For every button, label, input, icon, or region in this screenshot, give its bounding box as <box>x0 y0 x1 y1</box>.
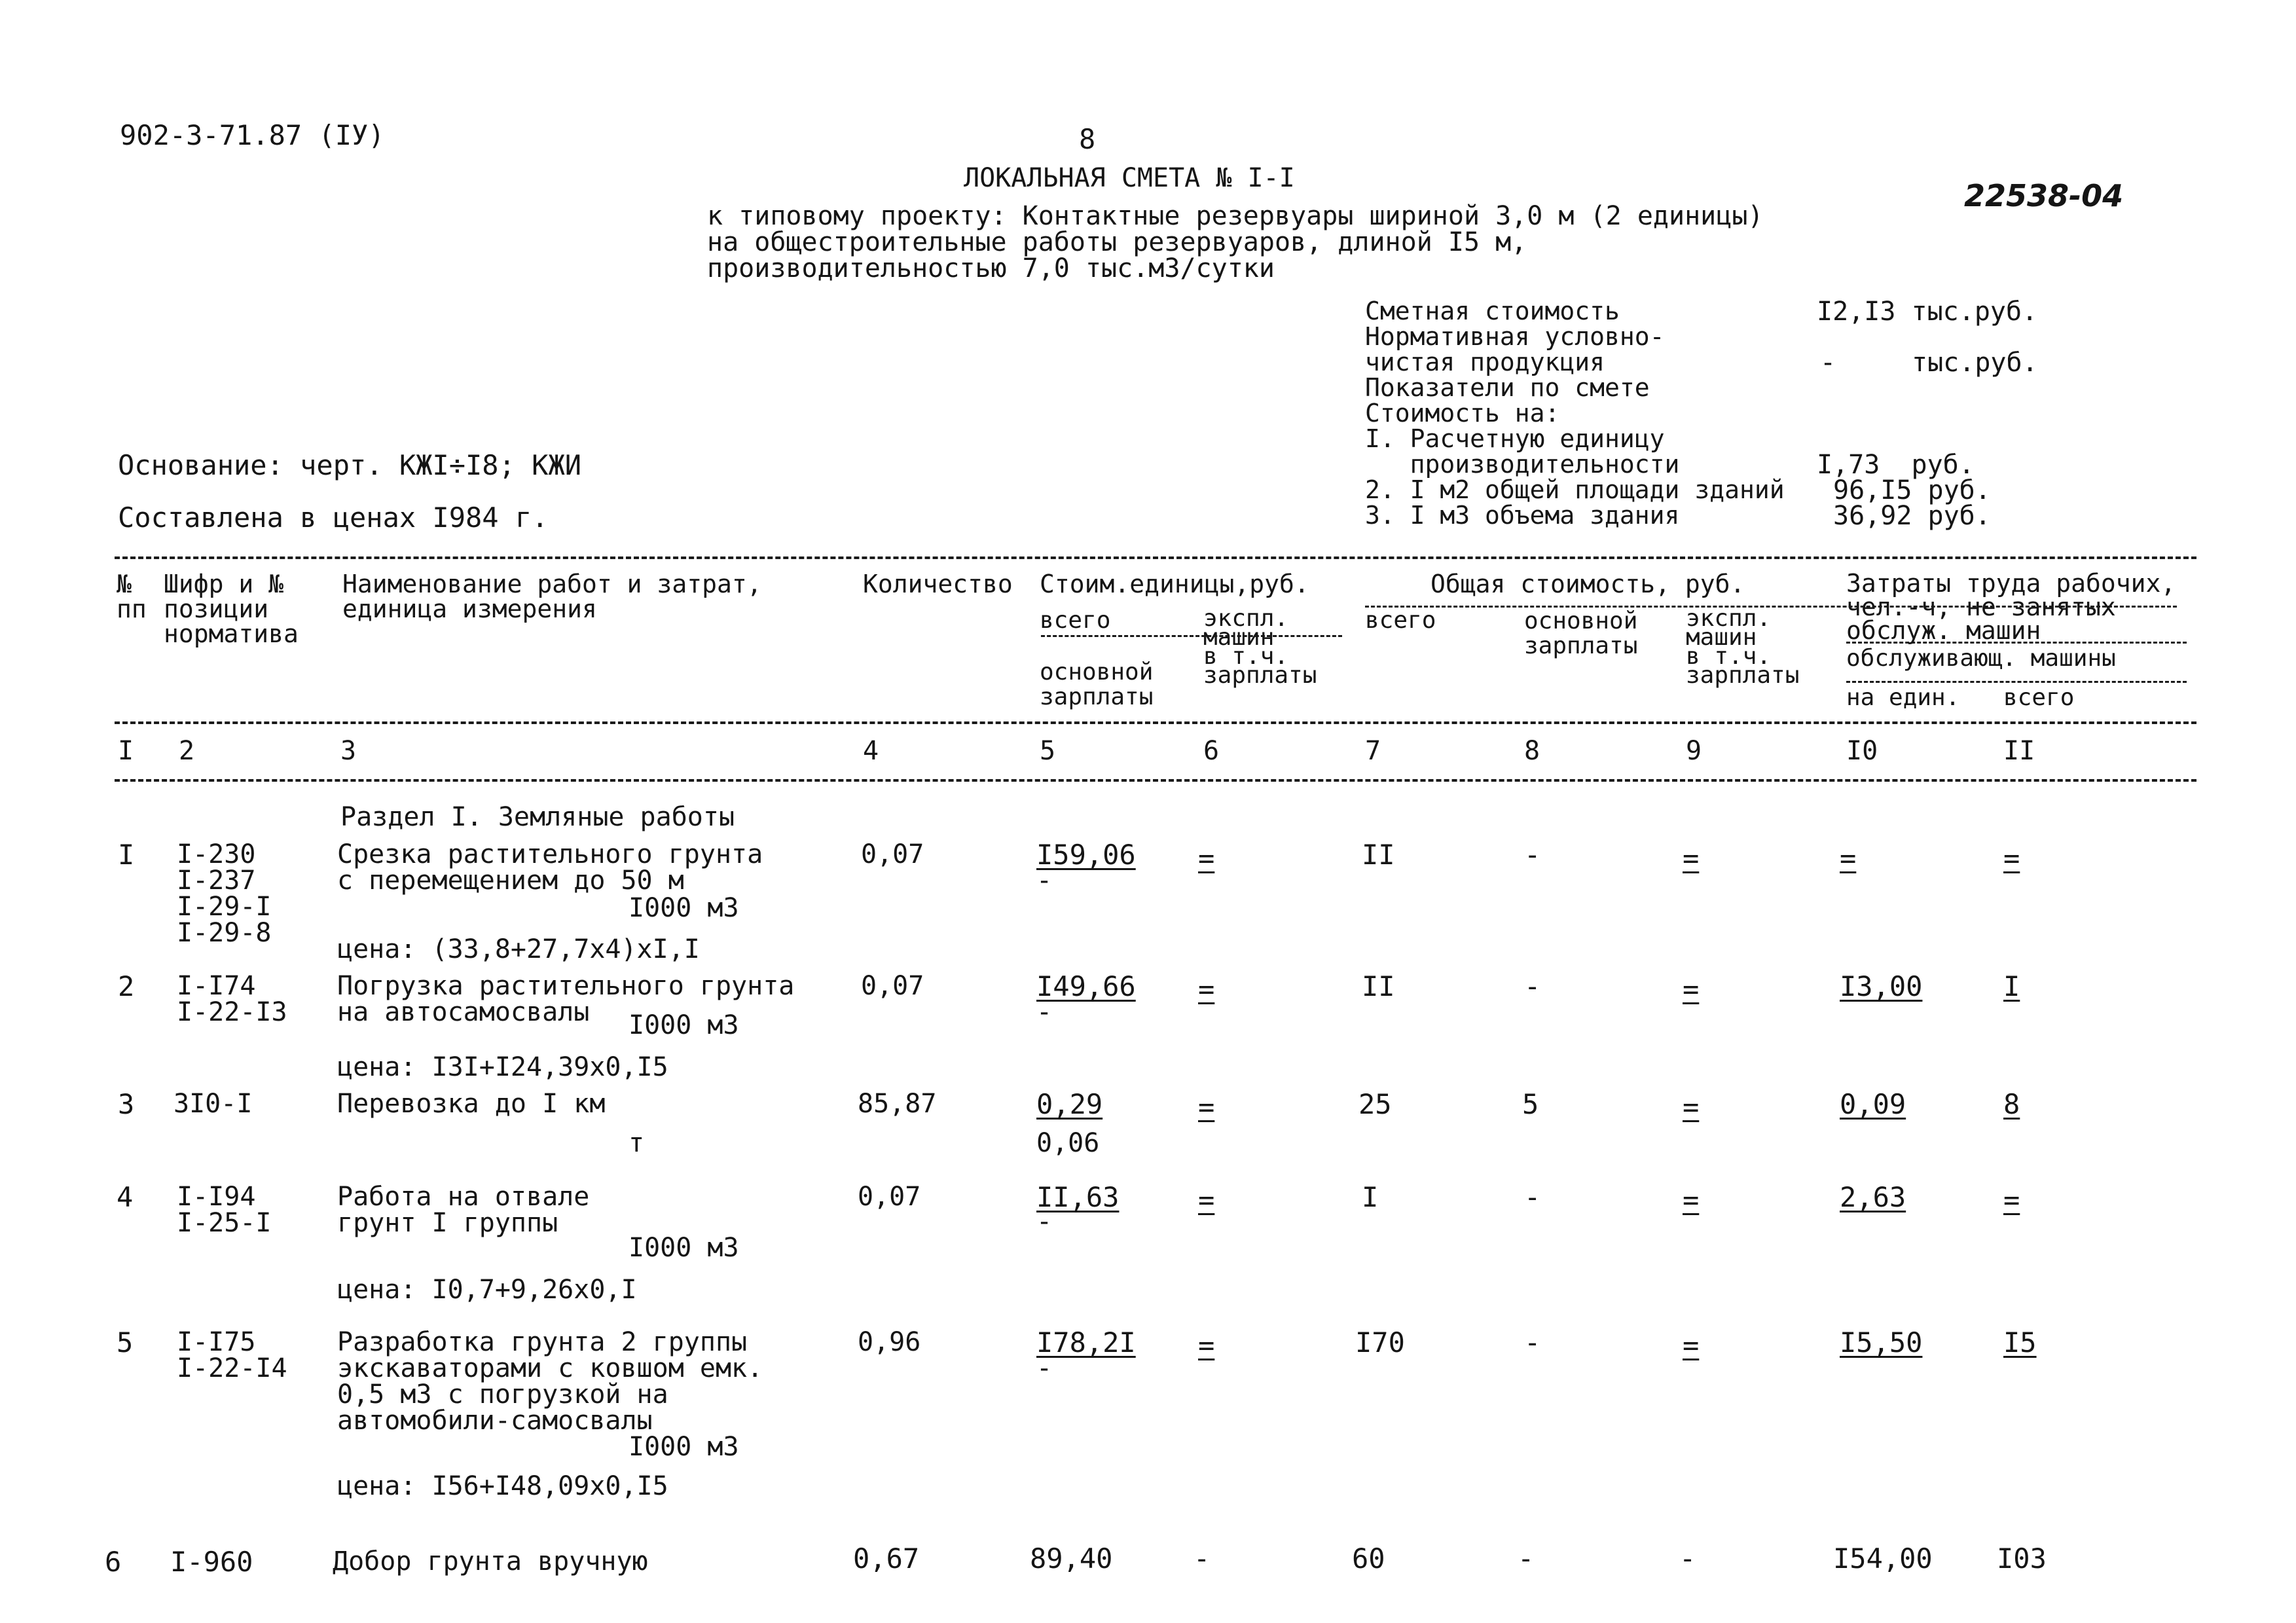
row-total: 60 <box>1352 1542 1385 1575</box>
row-number: 5 <box>117 1326 134 1359</box>
row-unit: I000 м3 <box>629 1233 739 1263</box>
row-unit-mach: = <box>1198 1184 1215 1216</box>
row-qty: 0,96 <box>858 1327 921 1357</box>
row-labor-total: 8 <box>2003 1088 2020 1120</box>
row-labor-unit: I5,50 <box>1840 1326 1923 1359</box>
row-total-salary: - <box>1524 1181 1541 1213</box>
row-total: I70 <box>1355 1326 1405 1359</box>
row-number: 2 <box>118 970 135 1002</box>
summary-line: Показатели по смете <box>1365 373 1650 402</box>
row-labor-unit: = <box>1840 842 1857 874</box>
page-number: 8 <box>1079 123 1096 155</box>
row-total: 25 <box>1358 1088 1392 1120</box>
row-unit-salary: - <box>1036 1353 1053 1383</box>
table-top-rule <box>115 556 2196 559</box>
row-qty: 85,87 <box>858 1089 937 1119</box>
prices-year-line: Составлена в ценах I984 г. <box>118 501 549 534</box>
row-total-salary: - <box>1524 1326 1541 1359</box>
row-labor-unit: I54,00 <box>1833 1542 1933 1575</box>
header-col-5-bottom: основной зарплаты <box>1040 659 1154 710</box>
row-labor-total: = <box>2003 1184 2020 1216</box>
summary-line: производительности <box>1365 450 1680 479</box>
row-labor-unit: 2,63 <box>1840 1181 1906 1213</box>
row-price-note: цена: (33,8+27,7х4)хI,I <box>337 934 700 964</box>
header-divider <box>1041 635 1342 637</box>
row-total-mach: = <box>1683 842 1700 874</box>
col-number: 4 <box>863 736 879 766</box>
row-unit: I000 м3 <box>629 1010 739 1040</box>
row-total-salary: 5 <box>1522 1088 1539 1120</box>
row-total-mach: = <box>1683 973 1700 1005</box>
header-col-10: на един. <box>1846 684 1960 711</box>
col-number: 8 <box>1524 736 1540 766</box>
summary-unit-capacity: I,73 руб. <box>1817 450 1975 480</box>
row-unit-salary: - <box>1036 1207 1053 1237</box>
header-col-3: Наименование работ и затрат, единица измерения <box>342 570 762 623</box>
project-line-1: к типовому проекту: Контактные резервуары шириной 3,0 м (2 единицы) <box>707 201 1764 231</box>
row-codes: 3I0-I <box>173 1089 253 1119</box>
col-number: 9 <box>1686 736 1702 766</box>
row-unit-mach: = <box>1198 842 1215 874</box>
row-price-note: цена: I56+I48,09х0,I5 <box>337 1471 668 1501</box>
row-codes: I-960 <box>170 1546 253 1578</box>
col-number: 2 <box>179 736 195 766</box>
row-labor-unit: I3,00 <box>1840 970 1923 1002</box>
row-codes: I-I94 I-25-I <box>177 1182 272 1238</box>
handwritten-number: 22538-04 <box>1964 178 2124 213</box>
row-unit-mach: = <box>1198 1329 1215 1361</box>
row-name: Погрузка растительного грунта на автосамосвалы <box>337 971 795 1027</box>
row-codes: I-230 I-237 I-29-I I-29-8 <box>177 839 272 948</box>
header-divider <box>1846 681 2187 683</box>
basis-line: Основание: черт. КЖI÷I8; КЖИ <box>118 449 582 481</box>
summary-line: чистая продукция <box>1365 348 1605 376</box>
row-unit-total: I49,66 <box>1036 970 1136 1002</box>
row-unit-salary: - <box>1036 997 1053 1027</box>
col-number: II <box>2003 736 2035 766</box>
row-unit-salary: 0,06 <box>1036 1128 1100 1158</box>
row-unit-mach: = <box>1198 1091 1215 1123</box>
header-total-cost-group: Общая стоимость, руб. <box>1430 570 1745 598</box>
row-unit-total: II,63 <box>1036 1181 1120 1213</box>
row-total-salary: - <box>1518 1542 1535 1575</box>
row-total-mach: - <box>1679 1542 1696 1575</box>
row-total-mach: = <box>1683 1184 1700 1216</box>
row-name: Разработка грунта 2 группы экскаваторами с ковшом емк. 0,5 м3 с погрузкой на автомобили-самосвалы <box>337 1327 763 1436</box>
summary-cost: I2,I3 тыс.руб. <box>1817 297 2038 327</box>
row-qty: 0,07 <box>858 1182 921 1212</box>
estimate-title: ЛОКАЛЬНАЯ СМЕТА № I-I <box>964 163 1295 193</box>
document-code: 902-3-71.87 (IУ) <box>120 119 385 151</box>
summary-volume: 36,92 руб. <box>1833 501 1991 531</box>
section-title: Раздел I. Земляные работы <box>340 802 735 832</box>
row-total: I <box>1362 1181 1379 1213</box>
header-col-9: экспл. машин в т.ч. зарплаты <box>1686 605 1800 689</box>
summary-line: I. Расчетную единицу <box>1365 424 1665 453</box>
col-number: 7 <box>1365 736 1381 766</box>
summary-area: 96,I5 руб. <box>1833 475 1991 505</box>
row-name: Перевозка до I км <box>337 1089 606 1119</box>
col-number: 6 <box>1203 736 1220 766</box>
header-col-11: всего <box>2003 684 2075 711</box>
row-qty: 0,67 <box>853 1542 920 1575</box>
row-qty: 0,07 <box>861 971 924 1001</box>
summary-line: 3. I м3 объема здания <box>1365 501 1680 530</box>
row-total-mach: = <box>1683 1329 1700 1361</box>
row-number: I <box>118 839 135 871</box>
header-labor-sub: обслуживающ. машины <box>1846 645 2116 672</box>
row-name: Срезка растительного грунта с перемещением до 50 м <box>337 839 763 896</box>
row-codes: I-I75 I-22-I4 <box>177 1327 287 1383</box>
row-total: II <box>1362 839 1395 871</box>
row-total-salary: - <box>1524 839 1541 871</box>
row-total-salary: - <box>1524 970 1541 1002</box>
row-unit-total: I78,2I <box>1036 1326 1136 1359</box>
row-labor-total: = <box>2003 842 2020 874</box>
header-divider <box>1846 642 2187 644</box>
header-unit-cost-group: Стоим.единицы,руб. <box>1040 570 1309 598</box>
header-col-1: № пп <box>117 570 147 623</box>
row-unit: I000 м3 <box>629 893 739 923</box>
row-unit-mach: = <box>1198 973 1215 1005</box>
row-labor-unit: 0,09 <box>1840 1088 1906 1120</box>
header-col-6: экспл. машин в т.ч. зарплаты <box>1203 605 1317 689</box>
row-labor-total: I <box>2003 970 2020 1002</box>
header-divider <box>1365 606 2177 608</box>
row-unit-total: 0,29 <box>1036 1088 1103 1120</box>
row-name: Добор грунта вручную <box>333 1546 648 1577</box>
col-numbers-bottom-rule <box>115 779 2196 782</box>
row-number: 6 <box>105 1546 122 1578</box>
col-number: 5 <box>1040 736 1056 766</box>
col-number: I <box>118 736 134 766</box>
header-bottom-rule <box>115 721 2196 724</box>
row-number: 4 <box>117 1181 134 1213</box>
project-line-3: производительностью 7,0 тыс.м3/сутки <box>707 253 1275 283</box>
summary-line: Нормативная условно- <box>1365 322 1665 351</box>
row-name: Работа на отвале грунт I группы <box>337 1182 590 1238</box>
row-total: II <box>1362 970 1395 1002</box>
row-codes: I-I74 I-22-I3 <box>177 971 287 1027</box>
header-col-7: всего <box>1365 607 1436 634</box>
row-total-mach: = <box>1683 1091 1700 1123</box>
summary-line: 2. I м2 общей площади зданий <box>1365 475 1785 504</box>
row-unit: I000 м3 <box>629 1432 739 1462</box>
col-number: I0 <box>1846 736 1878 766</box>
col-number: 3 <box>340 736 357 766</box>
row-price-note: цена: I3I+I24,39х0,I5 <box>337 1052 668 1082</box>
row-labor-total: I03 <box>1997 1542 2047 1575</box>
header-col-4: Количество <box>863 570 1013 598</box>
row-number: 3 <box>118 1088 135 1120</box>
header-labor-group: Затраты труда рабочих, чел.-ч, не занятых обслуж. машин <box>1846 569 2176 645</box>
summary-line: Сметная стоимость <box>1365 297 1620 325</box>
row-unit-total: 89,40 <box>1030 1542 1113 1575</box>
header-col-5-top: всего <box>1040 607 1111 634</box>
header-col-8: основной зарплаты <box>1524 608 1638 659</box>
row-price-note: цена: I0,7+9,26х0,I <box>337 1275 637 1305</box>
summary-net-unit: тыс.руб. <box>1912 348 2038 378</box>
row-unit-salary: - <box>1036 866 1053 896</box>
row-unit: т <box>629 1128 645 1158</box>
project-line-2: на общестроительные работы резервуаров, длиной I5 м, <box>707 227 1527 257</box>
row-unit-total: I59,06 <box>1036 839 1136 871</box>
row-labor-total: I5 <box>2003 1326 2037 1359</box>
summary-net-dash: - <box>1820 348 1836 378</box>
row-qty: 0,07 <box>861 839 924 869</box>
header-col-2: Шифр и № позиции норматива <box>164 570 299 648</box>
summary-line: Стоимость на: <box>1365 399 1560 428</box>
row-unit-mach: - <box>1194 1542 1211 1575</box>
